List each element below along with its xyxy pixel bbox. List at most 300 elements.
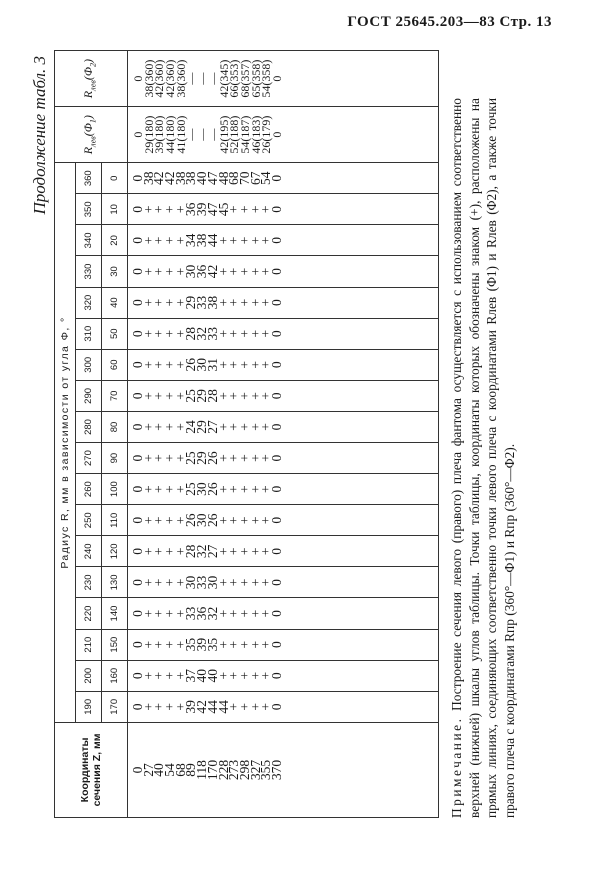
radius-cell: 32 [194,326,210,341]
radius-cell: 25 [183,389,199,403]
radius-cell: + [247,516,263,525]
radius-cell: 0 [268,361,284,369]
top-angle-header: 300 [76,349,102,380]
radius-cell: + [172,423,188,431]
radius-cell: 38 [204,295,220,310]
radius-cell: + [151,640,167,649]
bottom-angle-row [102,51,128,818]
bottom-angle-header: 110 [102,505,128,536]
top-angle-header: 240 [76,536,102,567]
radius-cell: + [236,703,252,711]
radius-cell: 38 [183,171,199,185]
coord-header: Координаты сечения Z, мм [55,722,128,817]
radius-cell: + [151,454,167,462]
angle-column [128,660,439,691]
radius-cell: + [247,703,263,711]
angle-column [128,256,439,287]
angle-column [128,380,439,411]
radius-cell: + [226,392,242,400]
radius-cell: 42 [151,171,167,185]
radius-cell: + [162,236,178,245]
radius-cell: + [215,454,231,462]
z-value-cell: 40 [151,763,167,777]
radius-cell: + [236,578,252,587]
radius-cell: 0 [130,641,145,648]
top-angle-header: 330 [76,256,102,287]
radius-cell: + [215,392,231,400]
radius-cell: 29 [194,420,210,434]
radius-cell: + [247,205,263,214]
r-lev1-header: $R_{лев}(\Phi_1)$ [55,107,128,163]
angle-column [128,287,439,318]
radius-cell: 28 [204,389,220,403]
radius-cell: + [162,485,178,493]
radius-header: Радиус R, мм в зависимости от угла Φ, ° [55,163,76,723]
z-value-cell: 68 [172,763,188,777]
radius-cell: 36 [183,202,199,217]
radius-cell: + [140,578,156,587]
note [448,98,518,818]
radius-cell: + [258,671,274,680]
radius-cell: + [258,516,274,525]
radius-cell: 0 [268,547,284,555]
radius-cell: 26 [204,482,220,496]
radius-cell: + [162,609,178,618]
radius-cell: 0 [130,703,145,711]
radius-cell: 26 [204,451,220,465]
radius-cell: + [247,578,263,587]
radius-cell: 0 [268,392,284,400]
radius-cell: + [247,236,263,245]
radius-cell: + [162,329,178,338]
radius-cell: 25 [183,451,199,465]
angle-column [128,598,439,629]
radius-cell: 0 [130,330,145,338]
radius-cell: 32 [194,544,210,559]
radius-cell: 0 [130,268,145,275]
radius-cell: + [258,298,274,307]
radius-cell: 26 [204,513,220,527]
angle-column [128,163,439,194]
radius-cell: + [258,703,274,711]
r-value-cell: 46(183) [248,115,263,154]
r-value-cell: 66(353) [227,59,242,98]
angle-column [128,567,439,598]
radius-cell: + [236,609,252,618]
z-value-cell: 170 [204,759,220,781]
page-header: ГОСТ 25645.203—83 Стр. 13 [347,14,552,30]
radius-cell: 0 [130,361,145,369]
top-angle-header: 360 [76,163,102,194]
angle-column [128,474,439,505]
radius-cell: 0 [130,423,145,431]
z-value-cell: 0 [130,766,145,774]
z-value-cell: 228 [215,759,231,781]
r-value-cell: 0 [131,131,145,138]
angle-column [128,349,439,380]
r-value-cell: — [184,72,199,85]
top-angle-header: 340 [76,225,102,256]
radius-cell: 0 [268,516,284,524]
radius-cell: 33 [194,295,210,310]
radius-cell: + [226,298,242,307]
radius-cell: 32 [204,606,220,621]
radius-cell: + [236,392,252,400]
bottom-angle-header: 20 [102,225,128,256]
radius-cell: 0 [268,454,284,462]
radius-cell: + [151,329,167,338]
radius-cell: 0 [130,672,145,680]
radius-cell: + [162,392,178,400]
r-value-cell: — [205,128,220,141]
radius-cell: 0 [130,547,145,555]
radius-cell: + [140,454,156,462]
radius-cell: + [151,609,167,618]
radius-cell: + [151,547,167,556]
rotated-page-content [30,50,590,820]
radius-cell: + [162,516,178,525]
radius-cell: 0 [130,205,145,213]
radius-cell: + [258,609,274,618]
radius-cell: 0 [268,423,284,431]
radius-cell: + [226,609,242,618]
bottom-angle-header: 150 [102,629,128,660]
radius-cell: + [172,485,188,493]
radius-cell: + [162,454,178,462]
radius-cell: + [172,516,188,525]
bottom-angle-header: 140 [102,598,128,629]
radius-cell: 28 [183,326,199,341]
radius-cell: + [140,703,156,711]
r-value-cell: 38(360) [141,59,156,98]
r-value-cell: 44(180) [163,115,178,154]
radius-cell: 36 [194,264,210,279]
top-angle-header: 200 [76,660,102,691]
z-value-cell: 27 [140,763,156,777]
radius-cell: + [151,516,167,525]
radius-cell: 30 [204,575,220,590]
radius-cell: + [140,640,156,649]
r-value-cell: 42(345) [216,59,231,98]
radius-cell: + [140,298,156,307]
radius-cell: 44 [204,700,220,714]
z-column [128,722,439,817]
radius-cell: + [151,578,167,587]
radius-cell: + [162,423,178,431]
radius-cell: 29 [183,295,199,310]
z-value-cell: 89 [183,763,199,777]
radius-cell: 35 [183,637,199,652]
radius-cell: 29 [194,451,210,465]
radius-cell: + [258,236,274,245]
r-value-cell: — [195,72,210,85]
r-value-cell: 42(360) [152,59,167,98]
radius-cell: + [162,298,178,307]
radius-cell: + [247,671,263,680]
radius-cell: 38 [194,233,210,248]
z-value-cell: 298 [236,759,252,781]
radius-cell: + [215,609,231,618]
radius-cell: + [172,236,188,245]
radius-cell: + [151,205,167,214]
radius-cell: + [236,205,252,214]
bottom-angle-header: 30 [102,256,128,287]
r-value-cell: 39(180) [152,115,167,154]
r-value-cell: — [184,128,199,141]
r-value-cell: 42(195) [216,115,231,154]
radius-cell: + [247,298,263,307]
radius-cell: 0 [130,299,145,306]
r-value-cell: 42(360) [163,59,178,98]
top-angle-header: 280 [76,411,102,442]
radius-cell: 0 [268,485,284,493]
angle-column [128,411,439,442]
radius-cell: + [140,267,156,276]
radius-cell: + [258,329,274,338]
radius-cell: + [162,703,178,711]
z-value-cell: 54 [162,763,178,777]
radius-cell: 39 [183,700,199,714]
radius-cell: 0 [130,610,145,617]
r-value-cell: 26(179) [259,115,274,154]
radius-cell: 0 [268,610,284,617]
radius-cell: + [258,205,274,214]
r-value-cell: 0 [269,75,284,82]
radius-cell: 26 [183,358,199,372]
radius-cell: + [215,267,231,276]
angle-column [128,629,439,660]
r-lev2-column [128,51,439,107]
radius-cell: 0 [268,703,284,711]
radius-cell: + [151,392,167,400]
radius-cell: + [247,360,263,369]
note-text: Построение сечения левого (правого) плеча фантома осуществляется с использованием соответственно верхней (нижней) шкалы углов таблицы. Точки таблицы, координаты которых обозначены знаком (+), расположены на прямых линиях, соединяющих соответственно точки левого плеча с координатами Rлев (Φ1) и Rлев (Φ2), а также точки правого плеча с координатами Rпр (360°—Φ1) и Rпр (360°—Φ2). [449,98,517,818]
radius-cell: + [172,547,188,556]
radius-cell: + [226,329,242,338]
angle-column [128,536,439,567]
radius-cell: 30 [194,513,210,527]
radius-cell: 68 [226,171,242,185]
radius-cell: 0 [130,237,145,244]
radius-cell: 40 [194,668,210,683]
radius-cell: + [236,236,252,245]
radius-cell: + [172,360,188,369]
radius-cell: + [247,547,263,556]
radius-cell: + [215,547,231,556]
r-value-cell: 52(188) [227,115,242,154]
radius-cell: + [215,360,231,369]
radius-cell: 45 [215,202,231,217]
radius-cell: + [247,640,263,649]
radius-cell: + [215,516,231,525]
radius-cell: + [151,423,167,431]
radius-cell: + [172,205,188,214]
radius-cell: + [140,609,156,618]
radius-cell: 33 [183,606,199,621]
radius-cell: 54 [258,171,274,185]
radius-cell: + [236,516,252,525]
bottom-angle-header: 40 [102,287,128,318]
radius-cell: + [236,671,252,680]
radius-cell: + [151,267,167,276]
data-row [128,51,439,818]
radius-cell: + [162,547,178,556]
r-lev1-column [128,107,439,163]
bottom-angle-header: 50 [102,318,128,349]
z-value-cell: 273 [226,759,242,781]
radius-cell: 42 [204,264,220,279]
r-value-cell: 41(180) [173,115,188,154]
radius-cell: + [226,640,242,649]
r-value-cell: 54(358) [259,59,274,98]
radius-cell: 26 [183,513,199,527]
bottom-angle-header: 90 [102,443,128,474]
radius-cell: + [172,640,188,649]
radius-cell: 42 [194,700,210,714]
radius-cell: + [236,423,252,431]
radius-cell: 27 [204,420,220,434]
z-value-cell: 327 [247,759,263,781]
radius-cell: 33 [194,575,210,590]
top-angle-header: 210 [76,629,102,660]
radius-cell: 39 [194,637,210,652]
radius-cell: + [258,423,274,431]
r-value-cell: 29(180) [141,115,156,154]
radius-cell: + [226,547,242,556]
top-angle-row [76,51,102,818]
radius-cell: + [172,703,188,711]
radius-cell: + [236,547,252,556]
radius-cell: + [226,671,242,680]
radius-cell: + [247,267,263,276]
bottom-angle-header: 120 [102,536,128,567]
radius-cell: + [215,640,231,649]
radius-cell: + [247,609,263,618]
radius-cell: + [236,640,252,649]
radius-cell: + [172,671,188,680]
radius-cell: 30 [194,482,210,496]
radius-cell: + [226,423,242,431]
radius-cell: + [162,267,178,276]
radius-cell: 36 [194,606,210,621]
radius-cell: + [215,298,231,307]
radius-cell: 30 [183,575,199,590]
radius-cell: + [140,516,156,525]
radius-cell: + [140,485,156,493]
radius-cell: 34 [183,233,199,248]
radius-cell: 0 [130,516,145,524]
radius-cell: 0 [130,454,145,462]
radius-cell: + [172,267,188,276]
radius-cell: 35 [204,637,220,652]
radius-cell: + [215,329,231,338]
radius-cell: 25 [183,482,199,496]
radius-cell: + [215,236,231,245]
radius-cell: + [162,360,178,369]
radius-cell: + [140,547,156,556]
radius-cell: + [258,392,274,400]
angle-column [128,194,439,225]
top-angle-header: 220 [76,598,102,629]
radius-cell: + [140,423,156,431]
radius-cell: + [258,360,274,369]
radius-cell: + [140,329,156,338]
radius-cell: + [226,360,242,369]
continuation-label: Продолжение табл. 3 [30,56,49,215]
radius-cell: 38 [172,171,188,185]
radius-cell: + [172,329,188,338]
radius-cell: 40 [194,171,210,185]
z-value-cell: 118 [194,760,210,780]
z-value-cell: 355 [258,759,274,781]
radius-cell: 28 [183,544,199,559]
bottom-angle-header: 160 [102,660,128,691]
radius-cell: + [140,205,156,214]
bottom-angle-header: 130 [102,567,128,598]
radius-cell: 0 [268,268,284,275]
radius-cell: + [162,671,178,680]
top-angle-header: 350 [76,194,102,225]
radius-cell: + [215,423,231,431]
radius-cell: 0 [130,392,145,400]
radius-cell: 0 [268,579,284,586]
top-angle-header: 230 [76,567,102,598]
radius-cell: + [247,423,263,431]
radius-cell: + [258,267,274,276]
radius-cell: + [236,454,252,462]
radius-cell: + [258,640,274,649]
r-value-cell: 65(358) [248,59,263,98]
radius-cell: 0 [130,174,145,182]
radius-cell: 0 [268,205,284,213]
radius-cell: + [162,640,178,649]
radius-cell: 30 [194,358,210,372]
radius-cell: + [151,485,167,493]
radius-cell: + [258,485,274,493]
top-angle-header: 190 [76,691,102,722]
top-angle-header: 250 [76,505,102,536]
radius-cell: + [247,392,263,400]
radius-cell: 0 [130,579,145,586]
angle-column [128,691,439,722]
radius-cell: 47 [204,202,220,217]
radius-cell: + [226,703,242,711]
bottom-angle-header: 70 [102,380,128,411]
radius-cell: + [226,485,242,493]
r-value-cell: — [195,128,210,141]
radius-cell: 47 [204,171,220,185]
radius-cell: 27 [204,544,220,559]
radius-cell: 0 [268,299,284,306]
radius-cell: + [172,298,188,307]
radius-cell: + [172,392,188,400]
radius-cell: + [215,578,231,587]
radius-cell: + [236,267,252,276]
radius-cell: 0 [268,672,284,680]
r-lev2-header: $R_{лев}(\Phi_2)$ [55,51,128,107]
bottom-angle-header: 80 [102,411,128,442]
radius-cell: + [247,454,263,462]
r-value-cell: 54(187) [237,115,252,154]
radius-cell: 31 [204,358,220,372]
radius-cell: + [215,671,231,680]
radius-cell: + [151,703,167,711]
top-angle-header: 260 [76,474,102,505]
top-angle-header: 270 [76,443,102,474]
radius-cell: 0 [268,237,284,244]
r-value-cell: 0 [131,75,145,82]
radius-cell: + [151,360,167,369]
